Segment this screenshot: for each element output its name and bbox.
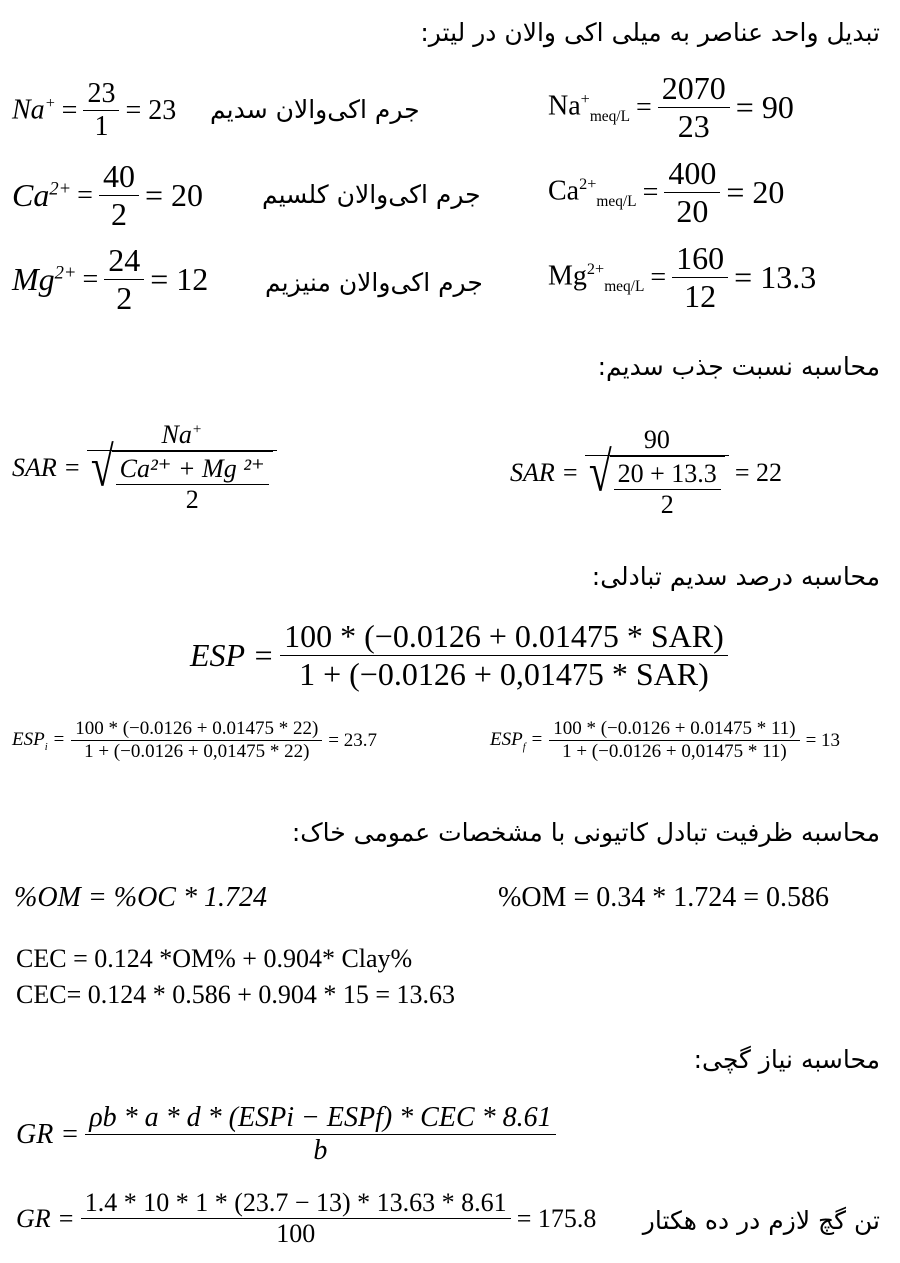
na-meq-formula: $Na^+_{meq/L}$ = $\frac{2070}{23}$ = 90 xyxy=(548,70,794,144)
heading-sar: محاسبه نسبت جذب سدیم: xyxy=(597,352,880,381)
cec-calculation: CEC= 0.124 * 0.586 + 0.904 * 15 = 13.63 xyxy=(16,980,456,1009)
gr-formula: GR = $\frac{\text{ρb * a * d * (ESPi − ESPf) * CEC * 8.61}}{b}$ xyxy=(16,1102,556,1167)
ca-equivalent-formula: $Ca^{2+}$ = $\frac{40}{2}$ = 20 xyxy=(12,158,203,232)
heading-gypsum: محاسبه نیاز گچی: xyxy=(693,1045,880,1074)
mg-equivalent-formula: $Mg^{2+}$ = $\frac{24}{2}$ = 12 xyxy=(12,242,209,316)
na-equivalent-label: جرم اکی‌والان سدیم xyxy=(210,95,420,124)
sar-formula: SAR = Na+ √ $\frac{\text{Ca²⁺ + Mg ²⁺}}{2}$ xyxy=(12,420,277,515)
cec-formula: CEC = 0.124 *OM% + 0.904* Clay% xyxy=(16,944,413,973)
heading-esp: محاسبه درصد سدیم تبادلی: xyxy=(591,562,880,591)
ca-meq-formula: $Ca^{2+}_{meq/L}$ = $\frac{400}{20}$ = 20 xyxy=(548,155,785,229)
ca-equivalent-label: جرم اکی‌والان کلسیم xyxy=(262,180,481,209)
na-equivalent-formula: Na+ = $\frac{23}{1}$ = 23 xyxy=(12,78,177,142)
gr-calculation: GR = $\frac{1.4 * 10 * 1 * (23.7 - 13) * 13.63 * 8.61}{100}$ = 175.8 xyxy=(16,1188,597,1248)
om-formula: %OM = %OC * 1.724 xyxy=(14,882,267,913)
mg-equivalent-label: جرم اکی‌والان منیزیم xyxy=(265,268,483,297)
esp-formula: ESP = $\frac{\text{100 * (−0.0126 + 0.01475 * SAR)}}{\text{1 + (−0.0126 + 0,01475 * SAR)}}$ xyxy=(190,618,728,693)
gr-result-label: تن گچ لازم در ده هکتار xyxy=(642,1206,880,1235)
esp-final-calculation: $ESP_f$ = $\frac{100 * (-0.0126 + 0.01475 * 11)}{1 + (-0.0126 + 0,01475 * 11)}$ = 13 xyxy=(490,718,841,762)
mg-meq-formula: $Mg^{2+}_{meq/L}$ = $\frac{160}{12}$ = 13.3 xyxy=(548,240,817,314)
heading-cec: محاسبه ظرفیت تبادل کاتیونی با مشخصات عمومی خاک: xyxy=(291,818,880,847)
esp-initial-calculation: $ESP_i$ = $\frac{100 * (-0.0126 + 0.01475 * 22)}{1 + (-0.0126 + 0,01475 * 22)}$ = 23.7 xyxy=(12,718,378,762)
heading-unit-conversion: تبدیل واحد عناصر به میلی اکی والان در لیتر: xyxy=(420,18,880,47)
om-calculation: %OM = 0.34 * 1.724 = 0.586 xyxy=(498,882,830,913)
sar-calculation: SAR = 90 √ $\frac{20 + 13.3}{2}$ = 22 xyxy=(510,425,782,519)
